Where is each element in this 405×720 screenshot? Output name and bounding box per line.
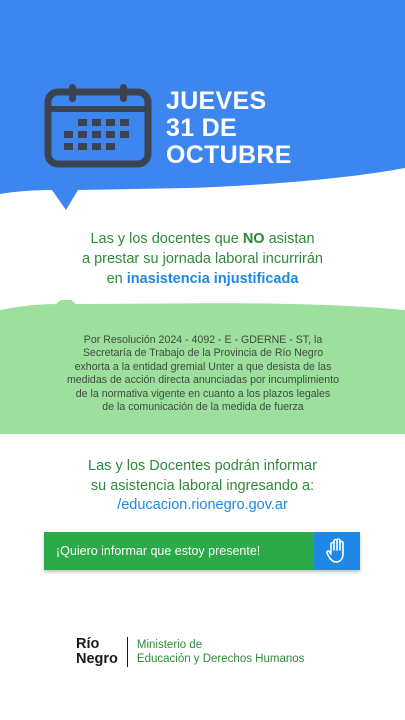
logo-text: Río: [76, 636, 100, 652]
ministry-line: Educación y Derechos Humanos: [136, 653, 305, 665]
report-presence-label: ¡Quiero informar que estoy presente!: [44, 532, 314, 570]
resolution-line: de la comunicación de la medida de fuerza: [102, 401, 304, 414]
rio-negro-logo: [76, 637, 128, 667]
resolution-text: [44, 334, 362, 414]
resolution-line: medidas de acción directa anunciadas por incumplimiento: [66, 374, 340, 387]
notice-text: en: [106, 271, 127, 287]
date-month: OCTUBRE: [166, 141, 292, 169]
logo-text: Negro: [76, 651, 118, 667]
cta-icon-container: [314, 532, 360, 570]
absence-notice: [0, 229, 405, 289]
report-presence-button[interactable]: [44, 532, 360, 570]
resolution-line: Secretaría de Trabajo de la Provincia de Río Negro: [82, 347, 324, 360]
footer-branding: [76, 634, 304, 670]
raised-hand-icon: [326, 538, 348, 564]
info-line: Las y los Docentes podrán informar: [88, 458, 317, 474]
resolution-line: de la normativa vigente en cuanto a los plazos legales: [75, 387, 331, 400]
attendance-info: [0, 457, 405, 516]
ministry-name: [128, 638, 304, 666]
info-line: su asistencia laboral ingresando a:: [90, 477, 315, 494]
notice-highlight: inasistencia injustificada: [126, 271, 299, 287]
resolution-line: exhorta a la entidad gremial Unter a que desista de las: [74, 360, 332, 373]
ministry-line: Ministerio de: [136, 639, 203, 651]
notice-text: Las y los docentes que: [90, 231, 243, 247]
education-url-link[interactable]: /educacion.rionegro.gov.ar: [117, 497, 288, 513]
notice-line-2: a prestar su jornada laboral incurrirán: [82, 251, 323, 267]
notice-text: asistan: [264, 231, 315, 247]
date-day: 31 DE: [166, 114, 237, 142]
calendar-icon: [44, 82, 152, 168]
notice-emphasis: NO: [242, 231, 265, 247]
date-weekday: JUEVES: [166, 87, 267, 115]
event-date: [166, 88, 396, 169]
resolution-line: Por Resolución 2024 - 4092 - E - GDERNE - ST, la: [83, 334, 323, 346]
